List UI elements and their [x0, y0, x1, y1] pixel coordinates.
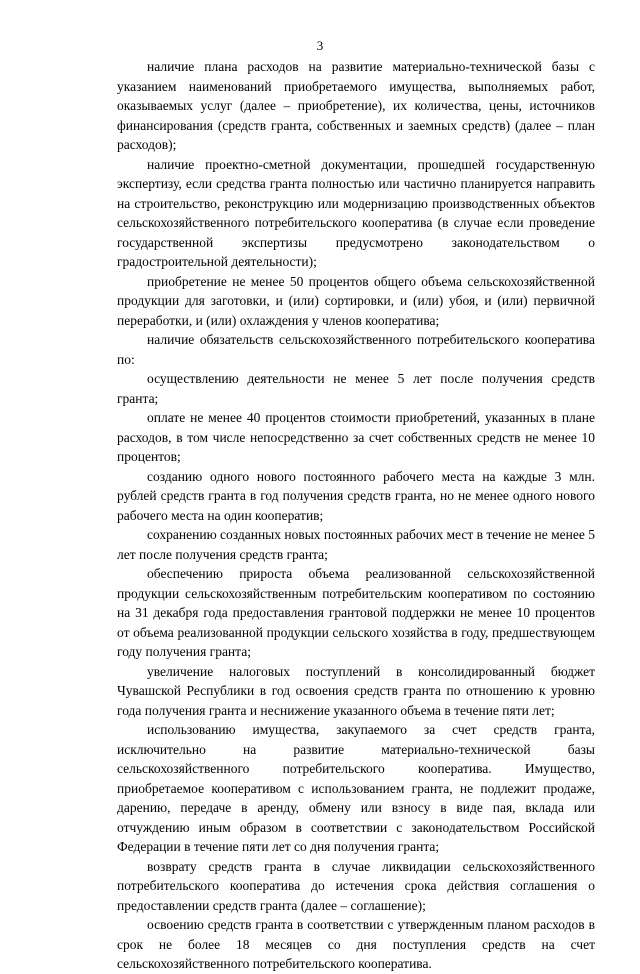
- paragraph: обеспечению прироста объема реализованной сельскохозяйственной продукции сельскохозяйственным потребительским кооперативом по состоянию на 31 декабря года предоставления грантовой поддержки не менее 10 процентов от объема реализованной продукции сельского хозяйства в году, предшествующем году получения гранта;: [117, 566, 595, 659]
- page-number: 3: [316, 38, 324, 53]
- paragraph: освоению средств гранта в соответствии с утвержденным планом расходов в срок не более 18 месяцев со дня поступления средств на счет сельскохозяйственного потребительского кооператива.: [117, 917, 595, 971]
- document-body: [117, 57, 595, 974]
- paragraph: созданию одного нового постоянного рабочего места на каждые 3 млн. рублей средств гранта в год получения средств гранта, но не менее одного нового рабочего места на один кооператив;: [117, 468, 595, 523]
- paragraph: наличие проектно-сметной документации, прошедшей государственную экспертизу, если средства гранта полностью или частично планируется направить на строительство, реконструкцию или модернизацию производственных объектов сельскохозяйственного потребительского кооператива (в случае если проведение государственной экспертизы предусмотрено законодательством о градостроительной деятельности);: [117, 156, 595, 269]
- paragraph: возврату средств гранта в случае ликвидации сельскохозяйственного потребительского кооператива до истечения срока действия соглашения о предоставлении средств гранта (далее – соглашение);: [117, 858, 595, 913]
- paragraph: наличие плана расходов на развитие материально-технической базы с указанием наименований приобретаемого имущества, выполняемых работ, оказываемых услуг (далее – приобретение), их количества, цены, источников финансирования (средств гранта, собственных и заемных средств) (далее – план расходов);: [117, 59, 595, 152]
- paragraph: использованию имущества, закупаемого за счет средств гранта, исключительно на развитие материально-технической базы сельскохозяйственного потребительского кооператива. Имущество, приобретаемое кооперативом с использованием гранта, не подлежит продаже, дарению, передаче в аренду, обмену или взносу в виде пая, вклада или отчуждению иным образом в соответствии с законодательством Российской Федерации в течение пяти лет со дня получения гранта;: [117, 722, 595, 854]
- paragraph: наличие обязательств сельскохозяйственного потребительского кооператива по:: [117, 332, 595, 367]
- paragraph: приобретение не менее 50 процентов общего объема сельскохозяйственной продукции для заготовки, и (или) сортировки, и (или) убоя, и (или) первичной переработки, и (или) охлаждения у членов кооператива;: [117, 273, 595, 328]
- paragraph: увеличение налоговых поступлений в консолидированный бюджет Чувашской Республики в год освоения средств гранта по отношению к уровню года получения гранта и неснижение указанного объема в течение пяти лет;: [117, 663, 595, 718]
- paragraph: сохранению созданных новых постоянных рабочих мест в течение не менее 5 лет после получения средств гранта;: [117, 527, 595, 562]
- paragraph: оплате не менее 40 процентов стоимости приобретений, указанных в плане расходов, в том числе непосредственно за счет собственных средств не менее 10 процентов;: [117, 410, 595, 464]
- paragraph: осуществлению деятельности не менее 5 лет после получения средств гранта;: [117, 371, 595, 406]
